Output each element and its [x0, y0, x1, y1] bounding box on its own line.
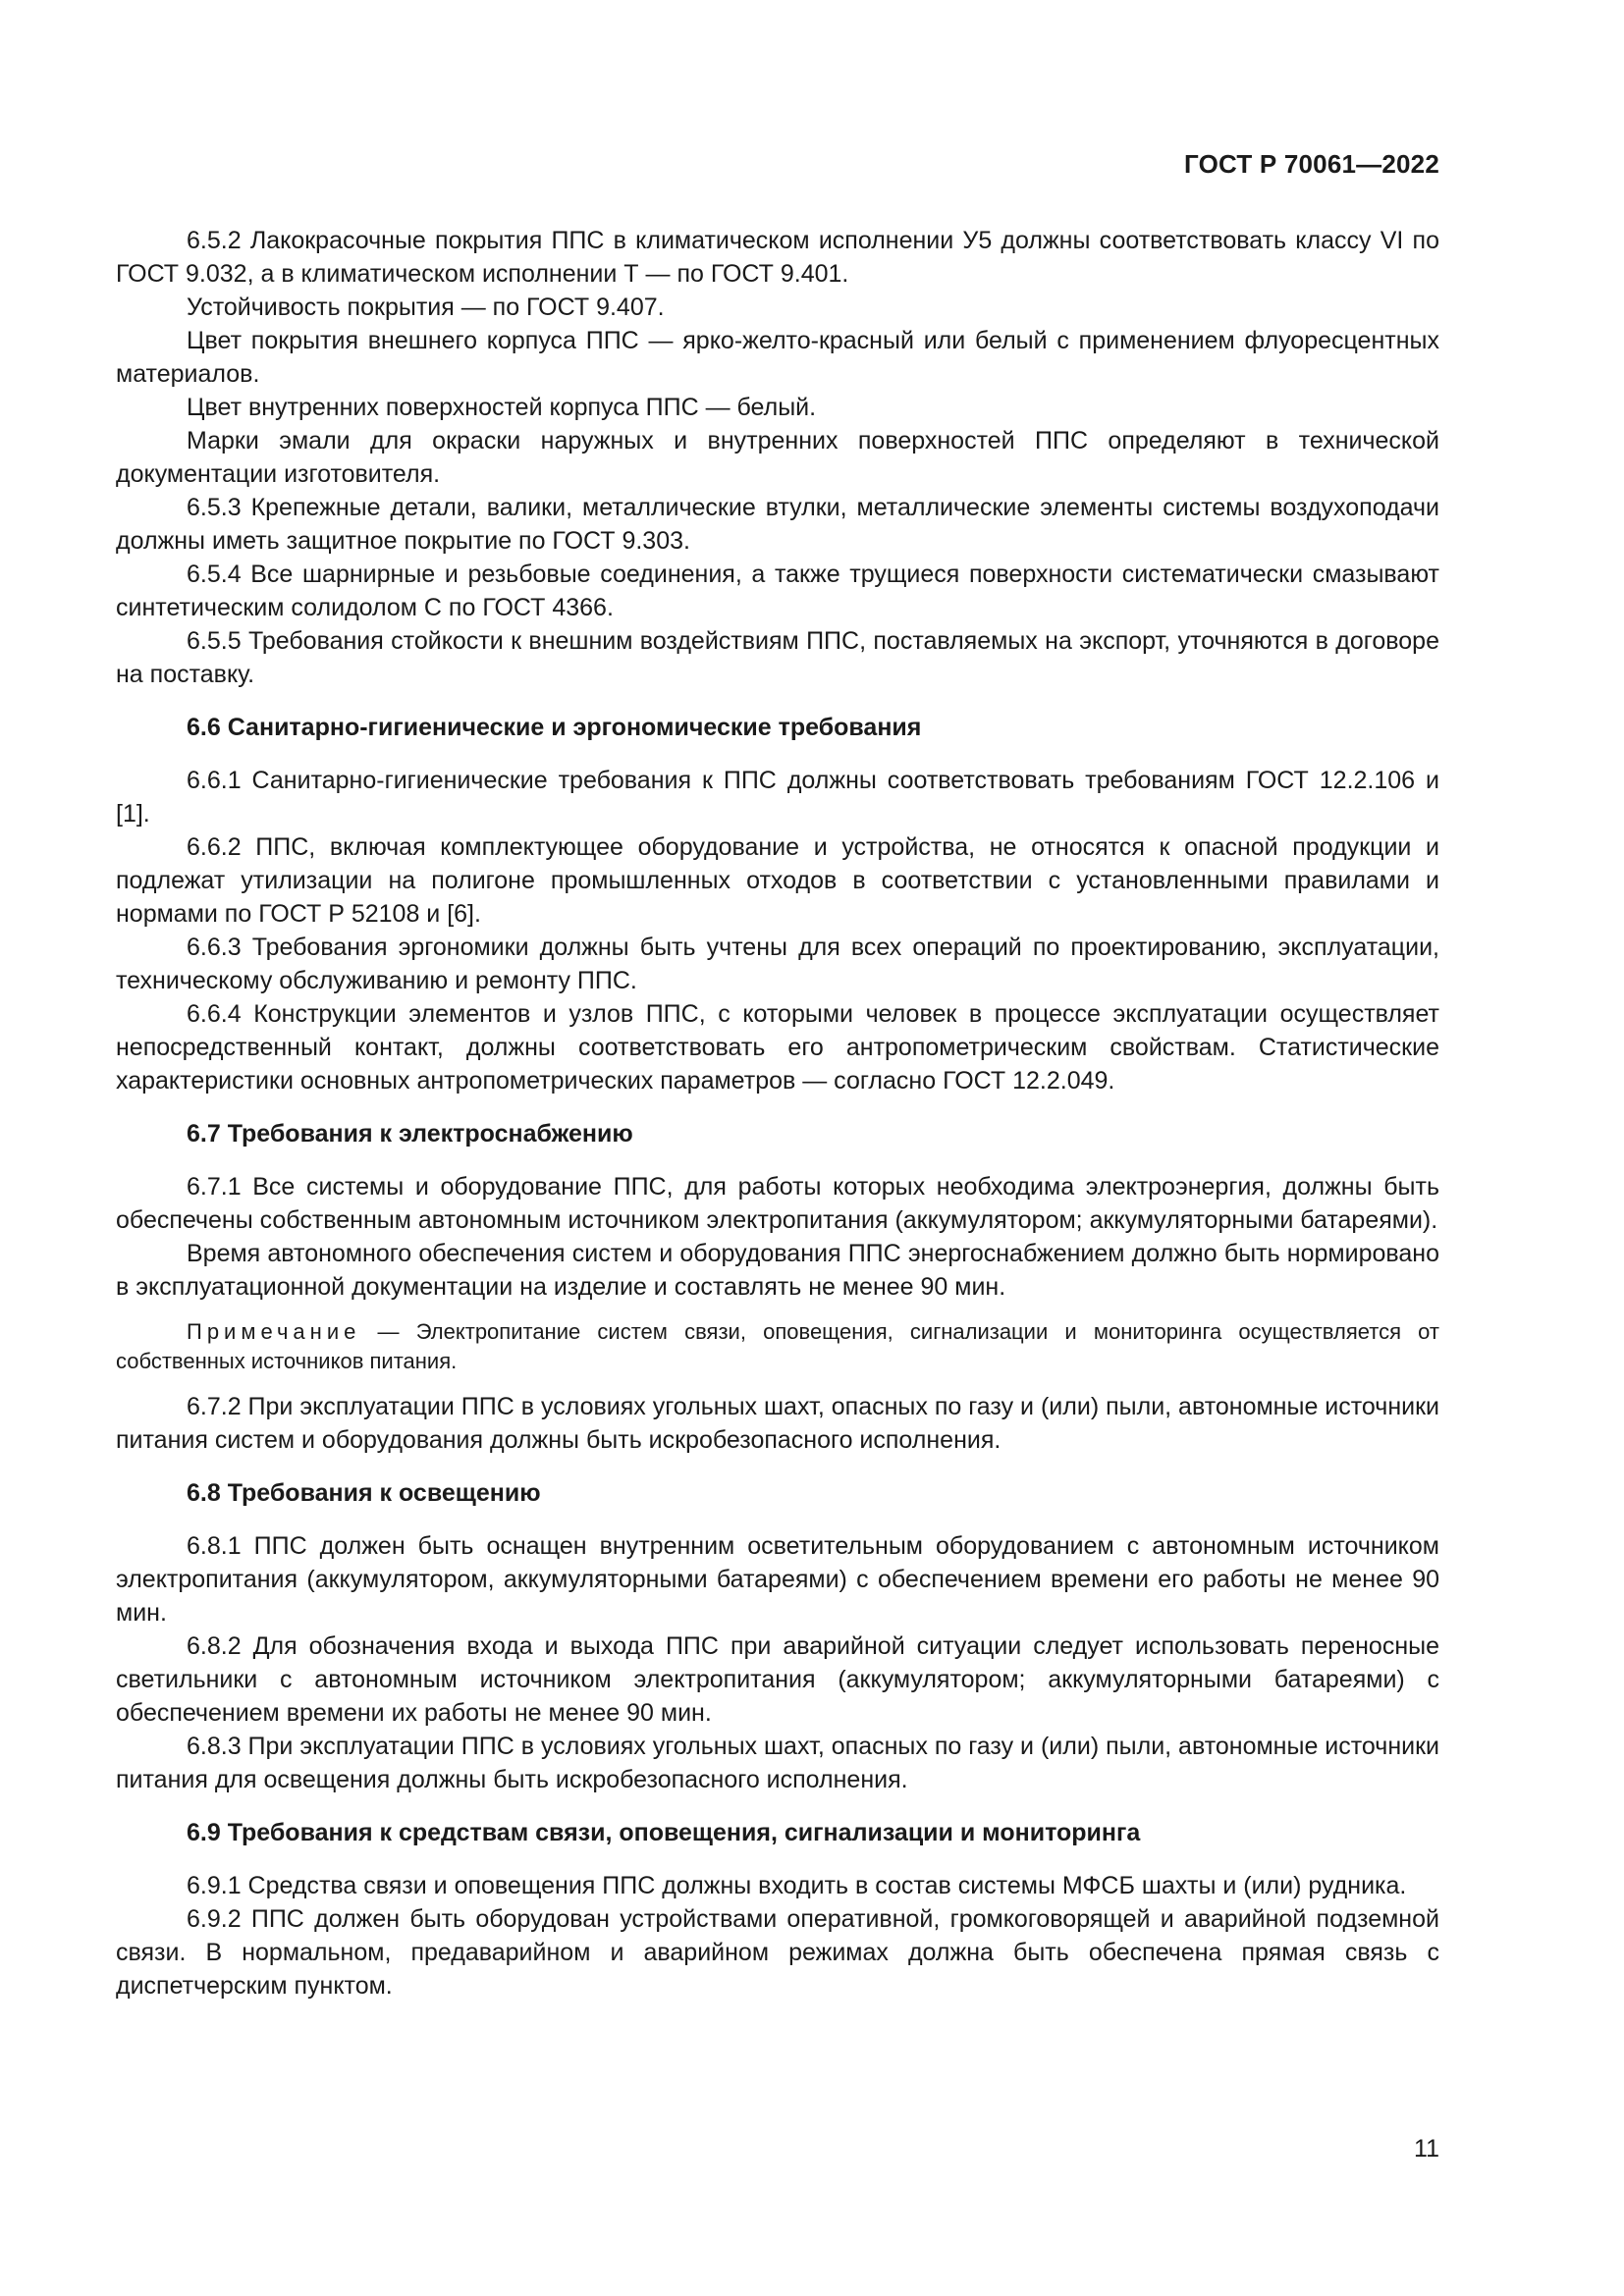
- paragraph-6-7-1: 6.7.1 Все системы и оборудование ППС, для работы которых необходима электроэнергия, должны быть обеспечены собственным автономным источником электропитания (аккумулятором; аккумуляторными батареями).: [116, 1173, 1439, 1234]
- paragraph-6-6-3: 6.6.3 Требования эргономики должны быть учтены для всех операций по проектированию, эксплуатации, техническому обслуживанию и ремонту ППС.: [116, 934, 1439, 994]
- document-body: [116, 224, 1439, 2002]
- note: [116, 1304, 1439, 1390]
- paragraph-6-6-1: 6.6.1 Санитарно-гигиенические требования к ППС должны соответствовать требованиям ГОСТ 12.2.106 и [1].: [116, 767, 1439, 828]
- paragraph-6-5-2: 6.5.2 Лакокрасочные покрытия ППС в климатическом исполнении У5 должны соответствовать классу VI по ГОСТ 9.032, а в климатическом исполнении Т — по ГОСТ 9.401.: [116, 227, 1439, 288]
- section-heading-6-6: 6.6 Санитарно-гигиенические и эргономические требования: [187, 714, 922, 741]
- paragraph-inner-color: Цвет внутренних поверхностей корпуса ППС — белый.: [187, 394, 817, 421]
- paragraph-6-9-1: 6.9.1 Средства связи и оповещения ППС должны входить в состав системы МФСБ шахты и (или) рудника.: [187, 1872, 1407, 1899]
- note-label: Примечание: [187, 1319, 361, 1344]
- paragraph-6-6-4: 6.6.4 Конструкции элементов и узлов ППС, с которыми человек в процессе эксплуатации осуществляет непосредственный контакт, должны соответствовать его антропометрическим свойствам. Статистические характеристики основных антропометрических параметров — согласно ГОСТ 12.2.049.: [116, 1000, 1439, 1095]
- paragraph-6-8-2: 6.8.2 Для обозначения входа и выхода ППС при аварийной ситуации следует использовать переносные светильники с автономным источником электропитания (аккумулятором; аккумуляторными батареями) с обеспечением времени их работы не менее 90 мин.: [116, 1632, 1439, 1727]
- paragraph-6-5-3: 6.5.3 Крепежные детали, валики, металлические втулки, металлические элементы системы воздухоподачи должны иметь защитное покрытие по ГОСТ 9.303.: [116, 494, 1439, 555]
- note-text: — Электропитание систем связи, оповещения, сигнализации и мониторинга осуществляется от собственных источников питания.: [116, 1319, 1439, 1373]
- paragraph-coating-stability: Устойчивость покрытия — по ГОСТ 9.407.: [187, 294, 665, 321]
- paragraph-6-5-5: 6.5.5 Требования стойкости к внешним воздействиям ППС, поставляемых на экспорт, уточняются в договоре на поставку.: [116, 627, 1439, 688]
- paragraph-autonomous-time: Время автономного обеспечения систем и оборудования ППС энергоснабжением должно быть нормировано в эксплуатационной документации на изделие и составлять не менее 90 мин.: [116, 1240, 1439, 1301]
- paragraph-enamel-brands: Марки эмали для окраски наружных и внутренних поверхностей ППС определяют в технической документации изготовителя.: [116, 427, 1439, 488]
- section-heading-6-9: 6.9 Требования к средствам связи, оповещения, сигнализации и мониторинга: [187, 1819, 1141, 1846]
- paragraph-6-7-2: 6.7.2 При эксплуатации ППС в условиях угольных шахт, опасных по газу и (или) пыли, автономные источники питания систем и оборудования должны быть искробезопасного исполнения.: [116, 1393, 1439, 1454]
- paragraph-6-6-2: 6.6.2 ППС, включая комплектующее оборудование и устройства, не относятся к опасной продукции и подлежат утилизации на полигоне промышленных отходов в соответствии с установленными правилами и нормами по ГОСТ Р 52108 и [6].: [116, 833, 1439, 928]
- paragraph-6-8-1: 6.8.1 ППС должен быть оснащен внутренним осветительным оборудованием с автономным источником электропитания (аккумулятором, аккумуляторными батареями) с обеспечением времени его работы не менее 90 мин.: [116, 1532, 1439, 1627]
- page-number: 11: [1414, 2135, 1439, 2163]
- section-heading-6-8: 6.8 Требования к освещению: [187, 1479, 541, 1507]
- paragraph-6-8-3: 6.8.3 При эксплуатации ППС в условиях угольных шахт, опасных по газу и (или) пыли, автономные источники питания для освещения должны быть искробезопасного исполнения.: [116, 1733, 1439, 1793]
- section-heading-6-7: 6.7 Требования к электроснабжению: [187, 1120, 633, 1148]
- paragraph-outer-color: Цвет покрытия внешнего корпуса ППС — ярко-желто-красный или белый с применением флуоресцентных материалов.: [116, 327, 1439, 388]
- paragraph-6-9-2: 6.9.2 ППС должен быть оборудован устройствами оперативной, громкоговорящей и аварийной подземной связи. В нормальном, предаварийном и аварийном режимах должна быть обеспечена прямая связь с диспетчерским пунктом.: [116, 1905, 1439, 2000]
- document-code-header: ГОСТ Р 70061—2022: [1184, 149, 1439, 179]
- paragraph-6-5-4: 6.5.4 Все шарнирные и резьбовые соединения, а также трущиеся поверхности систематически смазывают синтетическим солидолом С по ГОСТ 4366.: [116, 561, 1439, 621]
